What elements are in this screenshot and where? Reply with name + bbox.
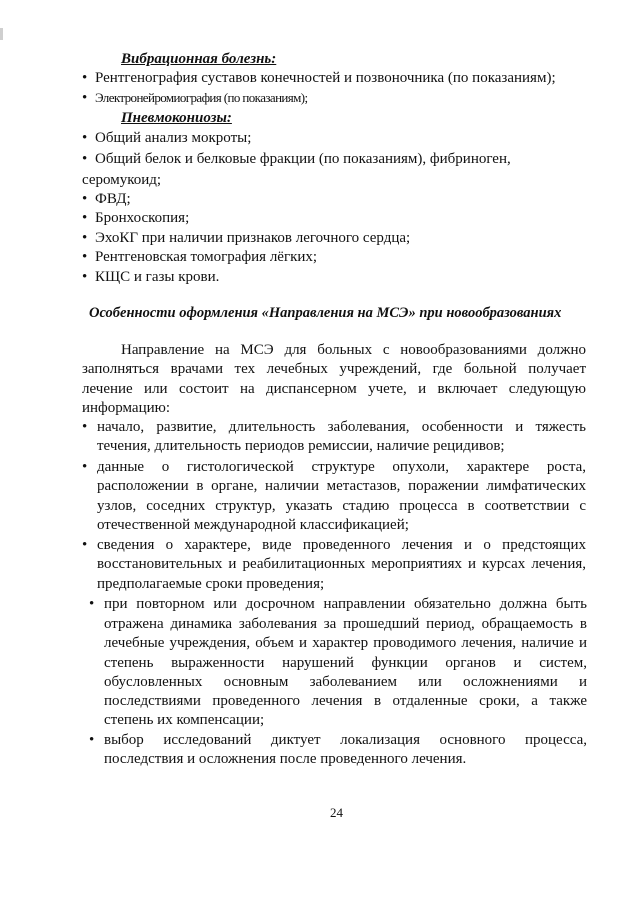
scan-edge-mark (0, 28, 3, 40)
pneumo-item-4: Бронхоскопия; (95, 210, 190, 226)
pneumo-item-6: Рентгеновская томография лёгких; (95, 249, 318, 265)
bullet-marker: • (82, 130, 88, 146)
page-number: 24 (330, 805, 343, 820)
bullet5-line-2: последствия и осложнения после проведенного лечения. (104, 751, 467, 767)
pneumo-item-5: ЭхоКГ при наличии признаков легочного сердца; (95, 230, 411, 246)
vibration-item-2: Электронейромиография (по показаниям); (95, 90, 308, 105)
pneumo-item-2-cont: серомукоид; (82, 172, 162, 188)
bullet4-line-7: степень их компенсации; (104, 712, 265, 728)
pneumo-item-1: Общий анализ мокроты; (95, 130, 252, 146)
bullet-marker: • (82, 459, 88, 475)
vibration-heading: Вибрационная болезнь: (121, 51, 277, 67)
intro-line-4: информацию: (82, 400, 171, 416)
bullet4-line-5: обусловленных основным заболеванием или осложнениями и (104, 674, 587, 690)
pneumo-item-2: Общий белок и белковые фракции (по показаниям), фибриноген, (95, 151, 511, 167)
bullet4-line-6: последствиями проведенного лечения в отдаленные сроки, а также (104, 693, 587, 709)
vibration-item-1: Рентгенография суставов конечностей и позвоночника (по показаниям); (95, 70, 556, 86)
bullet1-line-1: начало, развитие, длительность заболевания, особенности и тяжесть (97, 419, 586, 435)
bullet-marker: • (82, 90, 88, 106)
bullet-marker: • (82, 151, 88, 167)
bullet-marker: • (82, 70, 88, 86)
bullet-marker: • (82, 191, 88, 207)
bullet3-line-2: восстановительных и реабилитационных мероприятиях и курсах лечения, (97, 556, 586, 572)
section-title: Особенности оформления «Направления на МСЭ» при новообразованиях (89, 305, 562, 321)
bullet3-line-1: сведения о характере, виде проведенного лечения и о предстоящих (97, 537, 586, 553)
pneumo-item-7: КЩС и газы крови. (95, 269, 220, 285)
pneumo-item-3: ФВД; (95, 191, 131, 207)
bullet-marker: • (82, 230, 88, 246)
bullet4-line-1: при повторном или досрочном направлении обязательно должна быть (104, 596, 587, 612)
bullet-marker: • (82, 249, 88, 265)
bullet4-line-3: лечебные учреждения, объем и характер проводимого лечения, наличие и (104, 635, 587, 651)
bullet4-line-2: отражена динамика заболевания за прошедший период, обращаемость в (104, 616, 587, 632)
bullet-marker: • (82, 537, 88, 553)
intro-line-2: заполняться врачами тех лечебных учреждений, где больной получает (82, 361, 586, 377)
bullet2-line-3: узлов, соседних структур, указать стадию процесса в соответствии с (97, 498, 586, 514)
bullet-marker: • (82, 419, 88, 435)
bullet3-line-3: предполагаемые сроки проведения; (97, 576, 325, 592)
bullet4-line-4: степень выраженности нарушений функции органов и систем, (104, 655, 587, 671)
bullet-marker: • (82, 269, 88, 285)
bullet-marker: • (82, 210, 88, 226)
bullet1-line-2: течения, длительность периодов ремиссии, наличие рецидивов; (97, 438, 505, 454)
intro-line-1: Направление на МСЭ для больных с новообразованиями должно (121, 342, 586, 358)
intro-line-3: лечение или состоит на диспансерном учете, и включает следующую (82, 381, 586, 397)
bullet2-line-2: расположении в органе, наличии метастазов, поражении лимфатических (97, 478, 586, 494)
bullet2-line-4: отечественной международной классификацией; (97, 517, 409, 533)
bullet5-line-1: выбор исследований диктует локализация основного процесса, (104, 732, 587, 748)
bullet-marker: • (89, 596, 95, 612)
pneumo-heading: Пневмокониозы: (121, 110, 232, 126)
bullet-marker: • (89, 732, 95, 748)
bullet2-line-1: данные о гистологической структуре опухоли, характере роста, (97, 459, 586, 475)
